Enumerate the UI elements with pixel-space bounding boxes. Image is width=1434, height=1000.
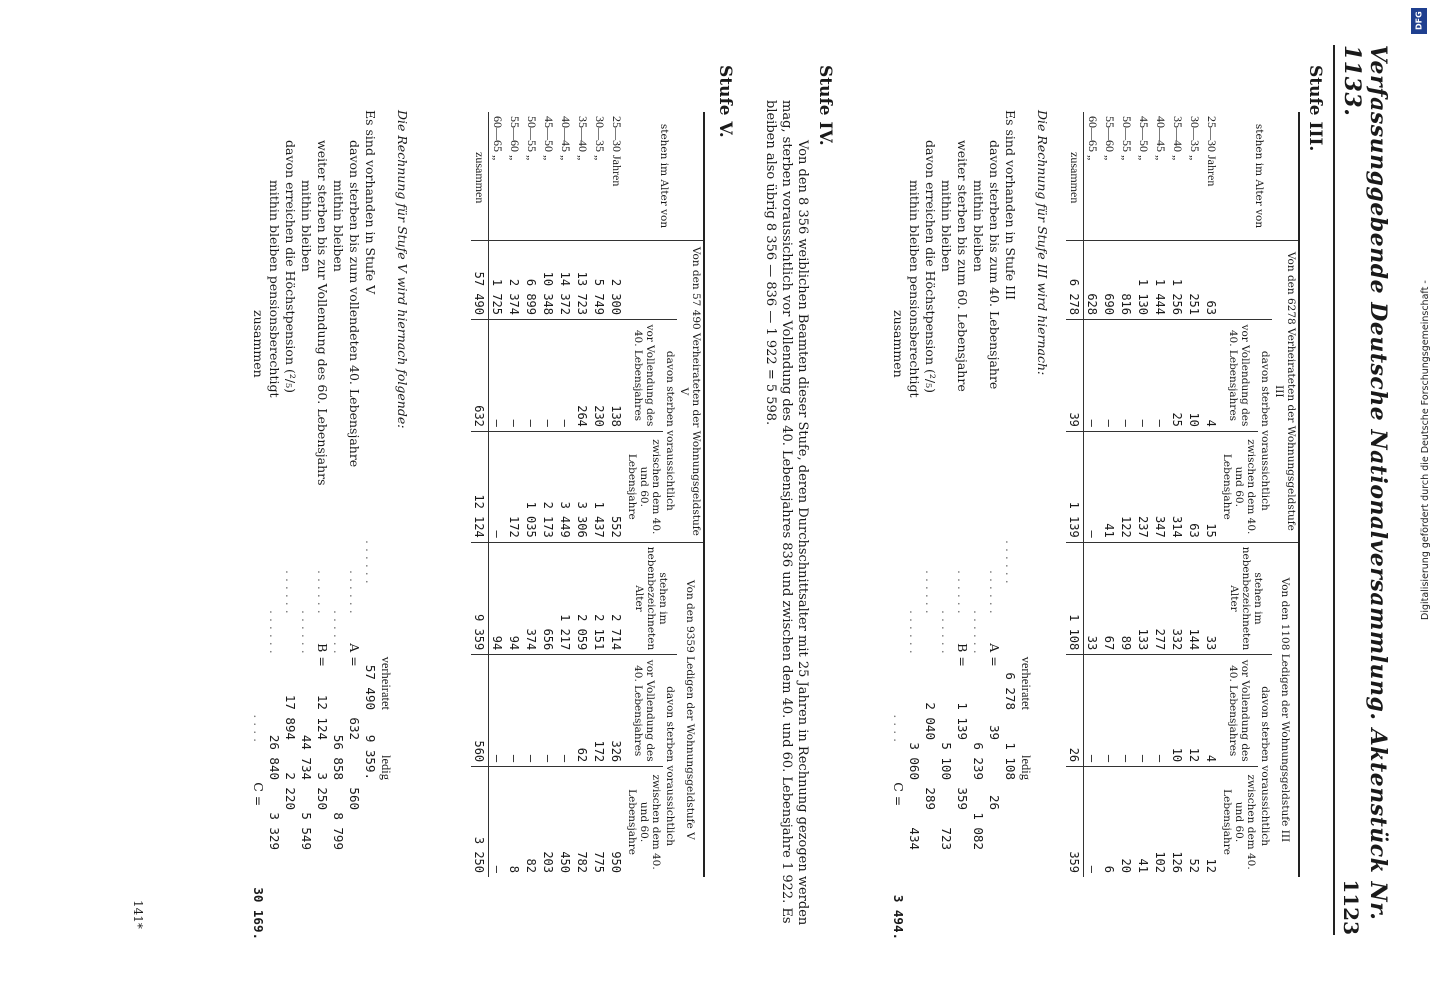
sum-a-vor: 39 xyxy=(1066,320,1084,432)
col-zw-header: zwischen dem 40. und 60. Lebensjahre xyxy=(1220,431,1258,542)
col-sterben-header: davon sterben voraussichtlich xyxy=(1258,320,1272,543)
table-row xyxy=(489,112,507,877)
col-sterben-header: davon sterben voraussichtlich xyxy=(663,320,677,543)
cell-a-zw: 3 306 xyxy=(574,431,591,542)
calc-row xyxy=(282,110,298,940)
cell-b-vor: — xyxy=(540,655,557,767)
col-vor-b-header: vor Vollendung des 40. Lebensjahres xyxy=(625,655,663,767)
cell-b-zw: 950 xyxy=(608,767,625,877)
calc-ledig: 26 xyxy=(987,794,1002,810)
cell-a: 816 xyxy=(1118,241,1135,320)
cell-a-vor: — xyxy=(1084,320,1102,432)
calc-mark xyxy=(1002,610,1018,640)
calc-intro: Die Rechnung für Stufe V wird hiernach folgende: xyxy=(395,110,410,429)
cell-age: 55—60 „ xyxy=(1103,116,1117,161)
calc-mark xyxy=(282,640,298,670)
calc-dots: . . . . . . xyxy=(331,610,346,654)
table-row xyxy=(540,112,557,877)
cell-a-zw: 41 xyxy=(1101,431,1118,542)
cell-a-vor: — xyxy=(1101,320,1118,432)
cell-a: 690 xyxy=(1101,241,1118,320)
stufe3-heading: Stufe III. xyxy=(1305,65,1325,152)
calc-mark: A = xyxy=(987,643,1002,667)
cell-b-vor: — xyxy=(506,655,523,767)
cell-a-zw: 1 437 xyxy=(591,431,608,542)
calc-label: mithin bleiben xyxy=(299,180,314,272)
calc-row xyxy=(986,110,1002,940)
dfg-logo: DFG xyxy=(1411,8,1427,34)
side-credit-strip xyxy=(1406,0,1434,1000)
cell-b-vor: — xyxy=(1152,655,1169,767)
cell-b-vor: — xyxy=(1118,655,1135,767)
cell-a-vor: — xyxy=(557,320,574,432)
cell-age: 30—35 „ xyxy=(593,116,607,161)
cell-age: 45—50 „ xyxy=(542,116,556,161)
cell-age: 55—60 „ xyxy=(508,116,522,161)
calc-mark xyxy=(906,680,922,710)
cell-b: 1 217 xyxy=(557,542,574,655)
cell-b-vor: — xyxy=(1084,655,1102,767)
calc-total-row: zusammen . . . . C = 30 169. xyxy=(251,310,266,941)
cell-a-zw: 314 xyxy=(1169,431,1186,542)
calc-label: weiter sterben bis zum 60. Lebensjahre xyxy=(955,140,970,392)
calc-ledig: 5 549 xyxy=(299,812,314,850)
stufe5-heading: Stufe V. xyxy=(715,65,735,138)
calc-dots: . . . . . . xyxy=(347,570,362,614)
cell-age: 35—40 „ xyxy=(576,116,590,161)
calc-label: mithin bleiben xyxy=(331,180,346,272)
stufe3-table xyxy=(1066,112,1300,877)
page-header-title: Verfassunggebende Deutsche Nationalversammlung. Aktenstück Nr. 1133. xyxy=(1339,45,1391,921)
cell-b: 89 xyxy=(1118,542,1135,655)
cell-age: 60—65 „ xyxy=(1086,116,1100,161)
col-vor-b-header: vor Vollendung des 40. Lebensjahres xyxy=(1220,655,1258,767)
table-row xyxy=(1118,112,1135,877)
calc-ledig: 723 xyxy=(939,827,954,850)
calc-mark xyxy=(330,680,346,710)
calc-label: mithin bleiben xyxy=(971,180,986,272)
footer-signature: 141* xyxy=(131,900,145,929)
cell-b: 2 714 xyxy=(608,542,625,655)
cell-a-vor: — xyxy=(1118,320,1135,432)
cell-a: 6 899 xyxy=(523,241,540,320)
cell-a: 251 xyxy=(1186,241,1203,320)
calc-intro: Die Rechnung für Stufe III wird hiernach: xyxy=(1035,110,1050,376)
table-row xyxy=(506,112,523,877)
sum-label: zusammen xyxy=(1066,112,1084,241)
calc-verheiratet: 44 734 xyxy=(299,734,314,780)
cell-age: 50—55 „ xyxy=(525,116,539,161)
calc-mark xyxy=(298,680,314,710)
cell-a-vor: 138 xyxy=(608,320,625,432)
cell-a: 2 300 xyxy=(608,241,625,320)
calc-mark xyxy=(266,680,282,710)
calc-verheiratet: 6 239 xyxy=(971,742,986,780)
cell-a: 1 444 xyxy=(1152,241,1169,320)
cell-a: 14 372 xyxy=(557,241,574,320)
calc-dots: . . . . . . xyxy=(907,610,922,654)
table-row xyxy=(1186,112,1203,877)
cell-a-zw: 63 xyxy=(1186,431,1203,542)
calc-label: davon erreichen die Höchstpension (²/₅) xyxy=(283,140,298,393)
cell-a: 63 xyxy=(1203,241,1220,320)
cell-a-zw: 15 xyxy=(1203,431,1220,542)
calc-row xyxy=(266,110,282,940)
calc-row xyxy=(906,110,922,940)
cell-a-vor: 4 xyxy=(1203,320,1220,432)
calc-dots: . . . . . . xyxy=(299,610,314,654)
cell-a: 1 725 xyxy=(489,241,507,320)
group-b-header: Von den 1108 Ledigen der Wohnungsgeldstufe III xyxy=(1272,542,1299,877)
col-vor-header: vor Vollendung des 40. Lebensjahres xyxy=(625,320,663,432)
calc-ledig: 9 359. xyxy=(363,734,378,780)
sum-b-vor: 26 xyxy=(1066,655,1084,767)
group-a-header: Von den 6278 Verheirateten der Wohnungsgeldstufe III xyxy=(1272,241,1299,543)
cell-a-vor: 25 xyxy=(1169,320,1186,432)
stufe5-calc xyxy=(250,110,410,940)
group-a-header: Von den 57 490 Verheirateten der Wohnungsgeldstufe V xyxy=(677,241,704,543)
cell-age: 30—35 „ xyxy=(1188,116,1202,161)
table-row xyxy=(1152,112,1169,877)
calc-ledig: 359 xyxy=(955,787,970,810)
table-row xyxy=(523,112,540,877)
cell-a-zw: 552 xyxy=(608,431,625,542)
cell-b: 94 xyxy=(489,542,507,655)
calc-ledig: 560 xyxy=(347,787,362,810)
cell-a-vor: 10 xyxy=(1186,320,1203,432)
sum-label: zusammen xyxy=(471,112,489,241)
col-zw-header: zwischen dem 40. und 60. Lebensjahre xyxy=(625,431,663,542)
cell-a-zw: 237 xyxy=(1135,431,1152,542)
stufe4-heading: Stufe IV. xyxy=(815,65,835,146)
col-vor-header: vor Vollendung des 40. Lebensjahres xyxy=(1220,320,1258,432)
cell-b-zw: 450 xyxy=(557,767,574,877)
calc-verheiratet: 3 060 xyxy=(907,742,922,780)
cell-a-vor: 264 xyxy=(574,320,591,432)
cell-a-zw: 2 173 xyxy=(540,431,557,542)
calc-ledig: 434 xyxy=(907,827,922,850)
cell-b: 33 xyxy=(1203,542,1220,655)
table-row xyxy=(557,112,574,877)
cell-b-vor: — xyxy=(523,655,540,767)
calc-ledig: 3 250 xyxy=(315,772,330,810)
calc-dots: . . . . . . xyxy=(363,540,378,584)
cell-a-vor: — xyxy=(506,320,523,432)
sum-a: 57 490 xyxy=(471,241,489,320)
calc-verheiratet: 5 100 xyxy=(939,742,954,780)
cell-b: 144 xyxy=(1186,542,1203,655)
calc-dots: . . . . . . xyxy=(283,570,298,614)
calc-dots: . . . . . . xyxy=(971,610,986,654)
calc-row xyxy=(330,110,346,940)
calc-label: mithin bleiben xyxy=(939,180,954,272)
calc-mark xyxy=(970,680,986,710)
calc-label: mithin bleiben pensionsberechtigt xyxy=(907,180,922,398)
calc-row xyxy=(362,110,378,940)
calc-label: davon sterben bis zum 40. Lebensjahre xyxy=(987,140,1002,390)
stufe5-table xyxy=(471,112,705,877)
sum-b-zw: 3 250 xyxy=(471,767,489,877)
cell-b: 2 059 xyxy=(574,542,591,655)
table-row xyxy=(1203,112,1220,877)
cell-age: 25—30 Jahren xyxy=(610,116,624,187)
cell-a: 13 723 xyxy=(574,241,591,320)
cell-a-zw: 172 xyxy=(506,431,523,542)
calc-label: weiter sterben bis zur Vollendung des 60. Lebensjahrs xyxy=(315,140,330,486)
cell-b-vor: — xyxy=(1135,655,1152,767)
calc-dots: . . . . . . xyxy=(955,570,970,614)
calc-ledig: 2 220 xyxy=(283,772,298,810)
table-row xyxy=(1169,112,1186,877)
cell-a: 628 xyxy=(1084,241,1102,320)
cell-b: 277 xyxy=(1152,542,1169,655)
calc-row xyxy=(938,110,954,940)
cell-a-zw: 1 035 xyxy=(523,431,540,542)
cell-a-vor: — xyxy=(1152,320,1169,432)
cell-b-vor: 10 xyxy=(1169,655,1186,767)
cell-a: 5 749 xyxy=(591,241,608,320)
sum-b-zw: 359 xyxy=(1066,767,1084,877)
calc-verheiratet: 1 139 xyxy=(955,702,970,740)
sum-b-vor: 560 xyxy=(471,655,489,767)
calc-ledig: 1 108 xyxy=(1003,742,1018,780)
cell-a-vor: — xyxy=(540,320,557,432)
calc-ledig: 289 xyxy=(923,787,938,810)
calc-mark xyxy=(362,610,378,640)
calc-label: Es sind vorhanden in Stufe V xyxy=(363,110,378,295)
cell-b-zw: 8 xyxy=(506,767,523,877)
cell-b: 332 xyxy=(1169,542,1186,655)
calc-verheiratet: 17 894 xyxy=(283,694,298,740)
cell-b-zw: — xyxy=(489,767,507,877)
col-sterben-b-header: davon sterben voraussichtlich xyxy=(663,655,677,877)
calc-mark xyxy=(922,640,938,670)
calc-dots: . . . . . . xyxy=(923,570,938,614)
col-stehen-b-header: stehen im nebenbezeichneten Alter xyxy=(625,542,677,655)
table-row xyxy=(574,112,591,877)
sum-a-zw: 12 124 xyxy=(471,431,489,542)
calc-dots: . . . . . . xyxy=(315,570,330,614)
calc-ledig: 1 082 xyxy=(971,812,986,850)
cell-b-vor: — xyxy=(489,655,507,767)
calc-mark: B = xyxy=(315,643,330,667)
sum-a: 6 278 xyxy=(1066,241,1084,320)
calc-dots: . . . . . . xyxy=(267,610,282,654)
cell-b: 33 xyxy=(1084,542,1102,655)
stufe3-calc xyxy=(890,110,1050,940)
calc-row xyxy=(314,110,330,940)
cell-b-zw: — xyxy=(1084,767,1102,877)
col-zw-b-header: zwischen dem 40. und 60. Lebensjahre xyxy=(1220,767,1258,877)
side-credit-text: Digitalisierung gefördert durch die Deutsche Forschungsgemeinschaft - xyxy=(1420,280,1431,620)
col-zw-b-header: zwischen dem 40. und 60. Lebensjahre xyxy=(625,767,663,877)
calc-label: Es sind vorhanden in Stufe III xyxy=(1003,110,1018,300)
cell-b: 67 xyxy=(1101,542,1118,655)
calc-col-headers: verheiratet ledig xyxy=(1019,656,1033,780)
cell-a: 2 374 xyxy=(506,241,523,320)
calc-verheiratet: 2 040 xyxy=(923,702,938,740)
calc-verheiratet: 26 840 xyxy=(267,734,282,780)
group-b-header: Von den 9359 Ledigen der Wohnungsgeldstufe V xyxy=(677,542,704,877)
cell-age: 50—55 „ xyxy=(1120,116,1134,161)
calc-verheiratet: 56 858 xyxy=(331,734,346,780)
calc-row xyxy=(298,110,314,940)
cell-a-zw: 347 xyxy=(1152,431,1169,542)
calc-dots: . . . . . . xyxy=(939,610,954,654)
cell-age: 60—65 „ xyxy=(491,116,505,161)
cell-a: 10 348 xyxy=(540,241,557,320)
table-row xyxy=(1135,112,1152,877)
calc-mark: A = xyxy=(347,643,362,667)
calc-mark xyxy=(938,680,954,710)
cell-b-vor: — xyxy=(557,655,574,767)
cell-b: 374 xyxy=(523,542,540,655)
table-row xyxy=(608,112,625,877)
col-age-header: stehen im Alter von xyxy=(1253,123,1265,229)
cell-b-zw: 12 xyxy=(1203,767,1220,877)
col-sterben-b-header: davon sterben voraussichtlich xyxy=(1258,655,1272,877)
cell-b-vor: — xyxy=(1101,655,1118,767)
cell-b: 94 xyxy=(506,542,523,655)
cell-b-zw: 20 xyxy=(1118,767,1135,877)
cell-age: 45—50 „ xyxy=(1137,116,1151,161)
cell-b-zw: 782 xyxy=(574,767,591,877)
calc-mark: B = xyxy=(955,643,970,667)
calc-dots: . . . . . . xyxy=(987,570,1002,614)
calc-row xyxy=(346,110,362,940)
cell-b-vor: 4 xyxy=(1203,655,1220,767)
cell-a-zw: — xyxy=(1084,431,1102,542)
col-age-header: stehen im Alter von xyxy=(658,123,670,229)
cell-b: 656 xyxy=(540,542,557,655)
cell-a-vor: — xyxy=(523,320,540,432)
cell-b-zw: 6 xyxy=(1101,767,1118,877)
cell-age: 25—30 Jahren xyxy=(1205,116,1219,187)
cell-a-vor: — xyxy=(489,320,507,432)
sum-b: 1 108 xyxy=(1066,542,1084,655)
calc-verheiratet: 39 xyxy=(987,724,1002,740)
cell-age: 40—45 „ xyxy=(559,116,573,161)
cell-b-zw: 775 xyxy=(591,767,608,877)
table-sum-row xyxy=(1066,112,1084,877)
cell-b: 2 151 xyxy=(591,542,608,655)
calc-total-row: zusammen . . . . C = 3 494. xyxy=(891,310,906,941)
cell-b-zw: 102 xyxy=(1152,767,1169,877)
calc-verheiratet: 12 124 xyxy=(315,694,330,740)
page-header xyxy=(1333,45,1391,935)
cell-b-vor: 62 xyxy=(574,655,591,767)
document-page xyxy=(10,0,1395,1000)
calc-col-headers: verheiratet ledig xyxy=(379,656,393,780)
stufe4-text: Von den 8 356 weiblichen Beamten dieser Stufe, deren Durchschnittsalter mit 25 Jahren in Rechnung gezogen werden mag, sterben voraussichtlich vor Vollendung des 40. Lebensjahres 836 und zwischen dem 40. und 60. Lebensjahre 1 922. Es bleiben also übrig 8 356 — 836 — 1 922 = 5 598. xyxy=(763,100,810,926)
calc-row xyxy=(922,110,938,940)
cell-b-zw: 126 xyxy=(1169,767,1186,877)
calc-ledig: 8 799 xyxy=(331,812,346,850)
cell-a-vor: 230 xyxy=(591,320,608,432)
cell-a: 1 256 xyxy=(1169,241,1186,320)
cell-a: 1 130 xyxy=(1135,241,1152,320)
table-sum-row xyxy=(471,112,489,877)
calc-row xyxy=(1002,110,1018,940)
calc-label: mithin bleiben pensionsberechtigt xyxy=(267,180,282,398)
page-number: 1123 xyxy=(1339,879,1363,935)
cell-b-zw: 52 xyxy=(1186,767,1203,877)
cell-b-vor: 172 xyxy=(591,655,608,767)
cell-age: 40—45 „ xyxy=(1154,116,1168,161)
calc-verheiratet: 57 490 xyxy=(363,664,378,710)
calc-verheiratet: 6 278 xyxy=(1003,672,1018,710)
calc-ledig: 3 329 xyxy=(267,812,282,850)
calc-dots: . . . . . . xyxy=(1003,540,1018,584)
cell-b-zw: 82 xyxy=(523,767,540,877)
calc-row xyxy=(970,110,986,940)
col-stehen-b-header: stehen im nebenbezeichneten Alter xyxy=(1220,542,1272,655)
sum-b: 9 359 xyxy=(471,542,489,655)
sum-a-vor: 632 xyxy=(471,320,489,432)
table-row xyxy=(1101,112,1118,877)
calc-label: davon sterben bis zum vollendeten 40. Lebensjahre xyxy=(347,140,362,468)
calc-label: davon erreichen die Höchstpension (²/₅) xyxy=(923,140,938,393)
cell-b-zw: 203 xyxy=(540,767,557,877)
cell-a-zw: — xyxy=(489,431,507,542)
calc-verheiratet: 632 xyxy=(347,717,362,740)
cell-b-vor: 12 xyxy=(1186,655,1203,767)
cell-a-zw: 3 449 xyxy=(557,431,574,542)
cell-a-zw: 122 xyxy=(1118,431,1135,542)
table-row xyxy=(1084,112,1102,877)
cell-a-vor: — xyxy=(1135,320,1152,432)
table-row xyxy=(591,112,608,877)
sum-a-zw: 1 139 xyxy=(1066,431,1084,542)
cell-b-vor: 326 xyxy=(608,655,625,767)
cell-age: 35—40 „ xyxy=(1171,116,1185,161)
cell-b: 133 xyxy=(1135,542,1152,655)
calc-row xyxy=(954,110,970,940)
cell-b-zw: 41 xyxy=(1135,767,1152,877)
